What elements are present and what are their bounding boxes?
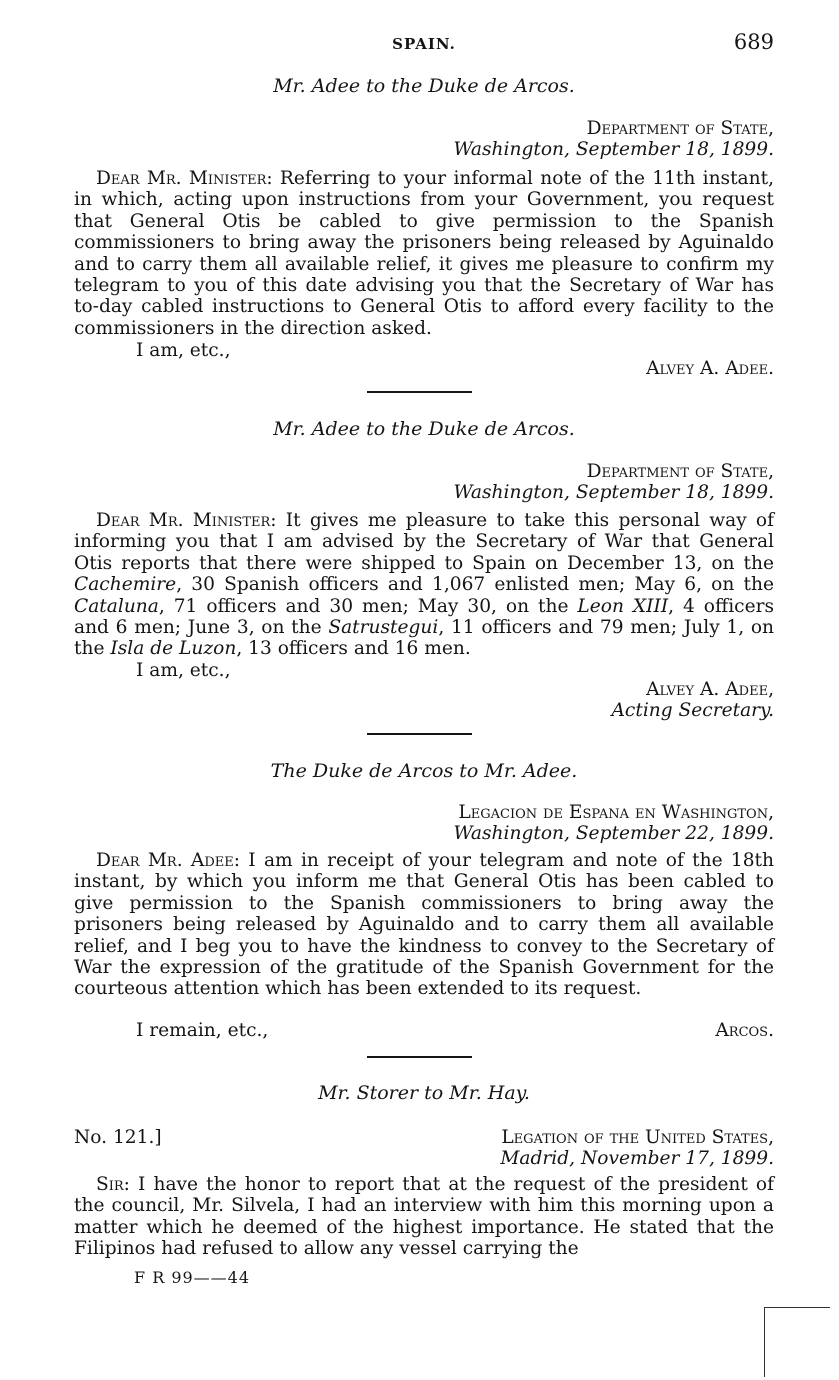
letter-2-closing: I am, etc.,: [136, 660, 231, 681]
letter-2-text-3: , 71 officers and 30 men; May 30, on the: [158, 595, 578, 617]
letter-2-text-6: , 13 officers and 16 men.: [236, 638, 471, 660]
page-number: 689: [733, 30, 774, 54]
signature-mark: F R 99——44: [134, 1268, 251, 1287]
ship-name-isla-de-luzon: Isla de Luzon: [110, 638, 237, 660]
letter-3-body: [74, 850, 774, 1000]
letter-1-salutation: Dear Mr. Minister:: [96, 168, 273, 189]
letter-4-text: I have the honor to report that at the request of the president of the council, Mr. Silvela, I had an interview with him this morning upon a matter which he deemed of the highest importance. He stated that the Filipinos had refused to allow any vessel carrying the: [74, 1174, 774, 1260]
letter-2-signature-title: Acting Secretary.: [611, 700, 774, 721]
letter-2-date: Washington, September 18, 1899.: [453, 482, 774, 503]
letter-1-text: Referring to your informal note of the 11th instant, in which, acting upon instructions from your Government, you request that General Otis be cabled to give permission to the Spanish commissioners to bring away the prisoners being released by Aguinaldo and to carry them all available relief, it gives me pleasure to confirm my telegram to you of this date advising you that the Secretary of War has to-day cabled instructions to General Otis to afford every facility to the commissioners in the direction asked.: [74, 168, 774, 339]
letter-2-text-4: , 4 officers and 6 men; June 3, on the: [74, 595, 775, 639]
letter-3-place: Legacion de Espana en Washington,: [458, 802, 774, 823]
ship-name-satrustegui: Satrustegui: [328, 617, 439, 639]
despatch-number: No. 121.]: [74, 1127, 162, 1148]
letter-3-closing: I remain, etc.,: [136, 1020, 269, 1041]
letter-3-closing-row: [74, 1020, 800, 1041]
letter-4-salutation: Sir:: [96, 1174, 130, 1195]
letter-1-heading: Mr. Adee to the Duke de Arcos.: [273, 75, 575, 97]
letter-2-text-5: , 11 officers and 79 men; July 1, on the: [74, 617, 775, 660]
letter-2-place: Department of State,: [586, 461, 774, 482]
letter-1-body: [74, 168, 774, 339]
separator-rule: [367, 1056, 472, 1058]
letter-1-date: Washington, September 18, 1899.: [453, 139, 774, 160]
letter-2-text-2: , 30 Spanish officers and 1,067 enlisted men; May 6, on the: [176, 574, 774, 596]
letter-1-signature: Alvey A. Adee.: [646, 358, 774, 379]
letter-2-salutation: Dear Mr. Minister:: [96, 510, 277, 531]
letter-3-heading: The Duke de Arcos to Mr. Adee.: [270, 760, 578, 782]
letter-2-body: [74, 510, 774, 660]
crop-mark: [764, 1307, 830, 1308]
letter-2-text-1: It gives me pleasure to take this personal way of informing you that I am advised by the Secretary of War that General Otis reports that there were shipped to Spain on December 13, on the: [74, 510, 775, 574]
separator-rule: [367, 733, 472, 735]
crop-mark: [764, 1307, 765, 1377]
letter-1-place: Department of State,: [586, 118, 774, 139]
letter-3-salutation: Dear Mr. Adee:: [96, 850, 240, 871]
letter-4-number-row: [74, 1127, 800, 1148]
letter-3-date: Washington, September 22, 1899.: [453, 823, 774, 844]
ship-name-cataluna: Cataluna: [74, 595, 159, 617]
letter-4-date: Madrid, November 17, 1899.: [500, 1148, 774, 1169]
letter-2-signature: Alvey A. Adee,: [646, 679, 774, 700]
ship-name-leon-xiii: Leon XIII: [577, 595, 669, 617]
letter-4-place: Legation of the United States,: [501, 1127, 774, 1148]
letter-4-heading: Mr. Storer to Mr. Hay.: [318, 1082, 530, 1104]
running-head-title: SPAIN.: [392, 35, 456, 53]
ship-name-cachemire: Cachemire: [74, 574, 177, 596]
letter-2-heading: Mr. Adee to the Duke de Arcos.: [273, 418, 575, 440]
separator-rule: [367, 391, 472, 393]
letter-3-signature: Arcos.: [715, 1020, 774, 1041]
letter-3-text: I am in receipt of your telegram and note of the 18th instant, by which you inform me that General Otis has been cabled to give permission to the Spanish commissioners to bring away the prisoners being released by Aguinaldo and to carry them all available relief, and I beg you to have the kindness to convey to the Secretary of War the expression of the gratitude of the Spanish Government for the courteous attention which has been extended to its request.: [74, 850, 774, 1000]
letter-1-closing: I am, etc.,: [136, 340, 231, 361]
running-head: [74, 32, 774, 58]
letter-4-body: [74, 1174, 774, 1260]
